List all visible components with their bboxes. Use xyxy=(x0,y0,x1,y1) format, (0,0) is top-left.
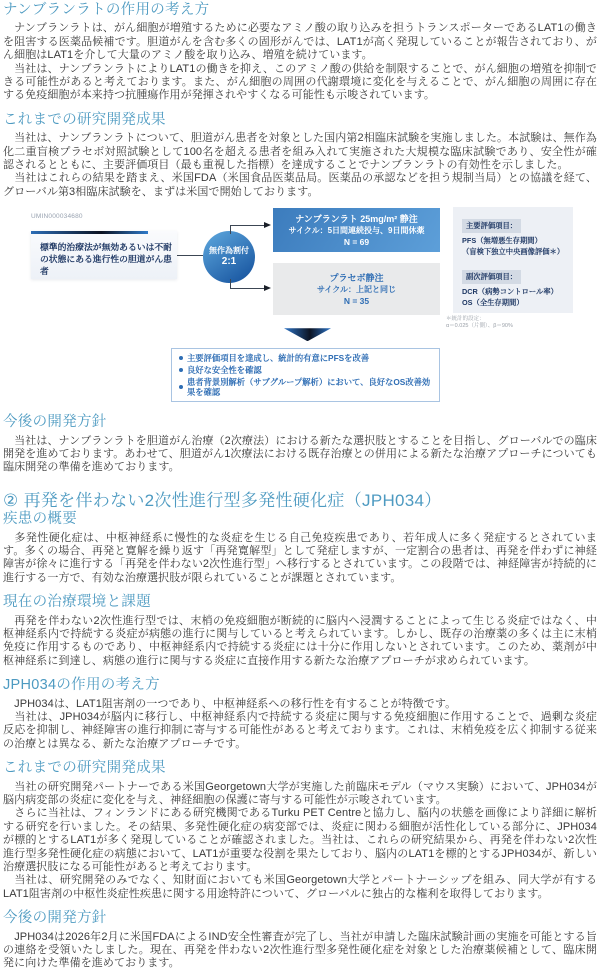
paragraph: 当社は、ナンブランラトによりLAT1の働きを抑え、このアミノ酸の供給を制限することで、がん細胞の増殖を抑制できる可能性があると考えております。また、がん細胞の周囲の代謝環境に変化を与えることで、がん細胞の周囲に存在する免疫細胞が本来持つ抗腫瘍作用が発揮されやすくなる可能性も示唆されています。 xyxy=(3,62,597,102)
bullet-dot-icon xyxy=(179,385,183,389)
trial-result-text: 主要評価項目を達成し、統計的有意にPFSを改善 xyxy=(187,353,370,364)
placebo-arm-box xyxy=(273,263,440,315)
secondary-endpoint-item: OS（全生存期間） xyxy=(462,297,524,307)
paragraph: 当社は、ナンブランラトについて、胆道がん患者を対象とした国内第2相臨床試験を実施しました。本試験は、無作為化二重盲検プラセボ対照試験として100名を超える患者を組み入れて実施された大規模な臨床試験であり、安全性が確認されるとともに、主要評価項目（最も重視した指標）を達成することでナンブランラトの有効性を示しました。 xyxy=(3,132,597,172)
paragraph: 多発性硬化症は、中枢神経系に慢性的な炎症を生じる自己免疫疾患であり、若年成人に多く発症するとされています。多くの場合、再発と寛解を繰り返す「再発寛解型」として発症しますが、一定割合の患者は、再発を伴わずに神経障害が徐々に進行する「再発を伴わない2次性進行型」へ移行するとされています。この段階では、神経障害が持続的に進行する一方で、有効な治療選択肢が限られていることが課題とされています。 xyxy=(3,531,597,584)
connector-line xyxy=(230,288,265,289)
paragraph: 当社の研究開発パートナーである米国Georgetown大学が実施した前臨床モデル（マウス実験）において、JPH034が脳内病変部の炎症に変化を与え、神経細胞の保護に寄与する可能性が示唆されています。 xyxy=(3,780,597,806)
statistics-footnote-line: α＝0.025（片側）、β＝90% xyxy=(446,323,513,330)
placebo-arm-n: N = 35 xyxy=(343,295,370,306)
section-jph034-mechanism xyxy=(3,677,597,751)
section-heading: これまでの研究開発成果 xyxy=(3,111,166,128)
section-disease-overview xyxy=(3,511,597,585)
section-heading: 疾患の概要 xyxy=(3,511,77,528)
section-nanbranlat-future xyxy=(3,414,597,475)
pipeline-item-2-heading: ② 再発を伴わない2次性進行型多発性硬化症（JPH034） xyxy=(3,490,442,510)
trial-registry-id: UMIN000034680 xyxy=(31,213,83,221)
trial-results-box xyxy=(171,348,440,402)
paragraph: 当社は、ナンブランラトを胆道がん治療（2次療法）における新たな選択肢とすることを目指し、グローバルでの臨床開発を進めております。あわせて、胆道がん1次療法における既存治療との併用による新たな治療アプローチについても臨床開発の準備を進めております。 xyxy=(3,434,597,474)
spacer xyxy=(462,257,573,266)
connector-line xyxy=(230,225,231,234)
section-heading: 現在の治療環境と課題 xyxy=(3,594,151,611)
treatment-arm-n: N = 69 xyxy=(343,236,370,247)
clinical-trial-diagram xyxy=(3,205,597,405)
treatment-arm-box xyxy=(273,208,440,252)
connector-line xyxy=(230,225,265,226)
bullet-dot-icon xyxy=(179,368,183,372)
section-heading: JPH034の作用の考え方 xyxy=(3,677,160,694)
randomization-circle xyxy=(203,231,255,283)
primary-endpoint-note: （盲検下独立中央画像評価＊） xyxy=(462,246,565,256)
paragraph: 当社は、JPH034が脳内に移行し、中枢神経系内で持続する炎症に関与する免疫細胞に作用することで、過剰な炎症反応を抑制し、神経障害の進行抑制に寄与する可能性があると考えております。これは、末梢免疫を広く抑制する従来の治療とは異なる、新たな治療アプローチです。 xyxy=(3,710,597,750)
section-heading: ナンブランラトの作用の考え方 xyxy=(3,2,210,18)
patient-population-box xyxy=(31,231,177,279)
section-jph034-future xyxy=(3,910,597,971)
section-jph034-results xyxy=(3,760,597,901)
statistics-footnote-line: ＊統計的設定： xyxy=(446,316,485,323)
randomization-ratio: 2:1 xyxy=(221,256,237,268)
paragraph: 当社は、研究開発のみでなく、知財面においても米国Georgetown大学とパートナーシップを組み、同大学が有するLAT1阻害剤の中枢性炎症性疾患に関する用途特許について、グローバルに独占的な権利を取得しております。 xyxy=(3,874,597,900)
section-heading: これまでの研究開発成果 xyxy=(3,760,166,777)
trial-result-text: 良好な安全性を確認 xyxy=(187,365,262,376)
primary-endpoint-item: PFS（無増悪生存期間） xyxy=(462,236,542,246)
section-treatment-environment xyxy=(3,594,597,668)
treatment-arm-drug: ナンブランラト 25mg/m² 静注 xyxy=(295,213,418,224)
arrowhead-icon xyxy=(264,285,271,291)
endpoints-panel xyxy=(453,207,573,313)
trial-result-item xyxy=(179,377,432,397)
trial-result-text: 患者背景別解析（サブグループ解析）において、良好なOS改善効果を確認 xyxy=(187,377,431,398)
section-nanbranlat-mechanism xyxy=(3,2,597,103)
bullet-dot-icon xyxy=(179,356,183,360)
connector-line xyxy=(177,255,203,256)
secondary-endpoint-item: DCR（病勢コントロール率） xyxy=(462,287,558,297)
statistics-footnote xyxy=(446,316,513,330)
section-heading: 今後の開発方針 xyxy=(3,414,107,431)
paragraph: ナンブランラトは、がん細胞が増殖するために必要なアミノ酸の取り込みを担うトランスポーターであるLAT1の働きを阻害する医薬品候補です。胆道がんを含む多くの固形がんでは、LAT1が高く発現していることが報告されており、がん細胞はLAT1を介して大量のアミノ酸を取り込み、増殖を続けています。 xyxy=(3,22,597,62)
primary-endpoint-label: 主要評価項目： xyxy=(462,219,521,233)
section-nanbranlat-results xyxy=(3,112,597,199)
secondary-endpoint-label: 副次評価項目： xyxy=(462,270,521,284)
randomization-label: 無作為割付 xyxy=(209,246,249,256)
placebo-arm-drug: プラセボ静注 xyxy=(329,272,384,283)
paragraph: 当社はこれらの結果を踏まえ、米国FDA（米国食品医薬品局。医薬品の承認などを担う規制当局）との協議を経て、グローバル第3相臨床試験を、まずは米国で開始しております。 xyxy=(3,172,597,198)
paragraph: JPH034は、LAT1阻害剤の一つであり、中枢神経系への移行性を有することが特徴です。 xyxy=(3,697,457,710)
trial-result-item xyxy=(179,365,432,375)
paragraph: JPH034は2026年2月に米国FDAによるIND安全性審査が完了し、当社が申請した臨床試験計画の実施を可能とする旨の連絡を受領いたしました。現在、再発を伴わない2次性進行型多発性硬化症を対象とした治療薬候補として、臨床開発に向けた準備を進めております。 xyxy=(3,930,597,970)
treatment-arm-cycle: サイクル：5日間連続投与、9日間休薬 xyxy=(288,225,425,235)
patient-population-text: 標準的治療法が無効あるいは不耐の状態にある進行性の胆道がん患者 xyxy=(40,242,172,277)
arrowhead-icon xyxy=(264,222,271,228)
paragraph: 再発を伴わない2次性進行型では、末梢の免疫細胞が断続的に脳内へ浸潤することによって生じる炎症ではなく、中枢神経系内で持続する炎症が病態の進行に関与していると考えられています。しかし、既存の治療薬の多くは主に末梢免疫に作用するものであり、中枢神経系内で持続する炎症には十分に作用しないとされています。このため、薬剤が中枢神経系に到達し、病態の進行に関与する炎症に直接作用する新たな治療アプローチが求められています。 xyxy=(3,614,597,667)
trial-result-item xyxy=(179,353,432,363)
placebo-arm-cycle: サイクル：上記と同じ xyxy=(316,284,397,294)
paragraph: さらに当社は、フィンランドにある研究機関であるTurku PET Centreと協力し、脳内の状態を画像により詳細に解析する研究を行いました。その結果、多発性硬化症の病変部では、炎症に関わる細胞が活性化している部分に、JPH034が標的とするLAT1が多く発現していることが確認されました。当社は、これらの研究結果から、再発を伴わない2次性進行型多発性硬化症の病態において、LAT1が重要な役割を果たしており、脳内のLAT1を標的とするJPH034が、新しい治療選択肢になる可能性があると考えております。 xyxy=(3,807,597,873)
down-arrow-icon xyxy=(284,328,331,341)
section-heading: 今後の開発方針 xyxy=(3,910,107,927)
